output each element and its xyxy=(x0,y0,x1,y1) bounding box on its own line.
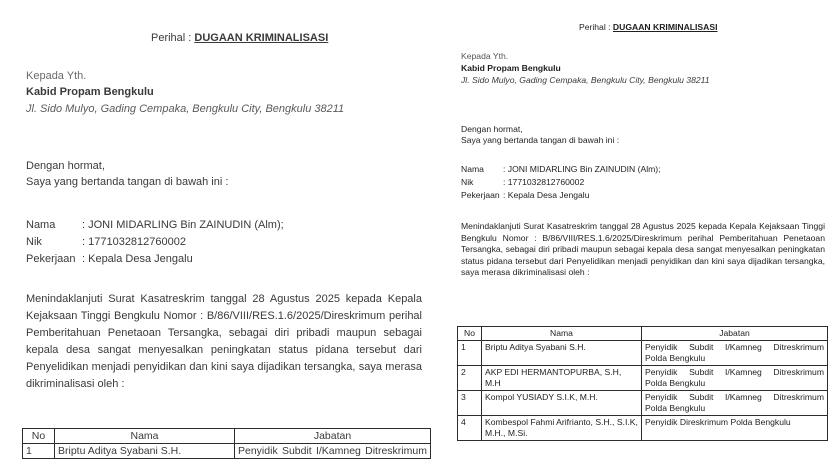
recipient-address: Jl. Sido Mulyo, Gading Cempaka, Bengkulu City, Bengkulu 38211 xyxy=(26,103,345,115)
table-row xyxy=(458,341,828,366)
jabatan-word: Subdit xyxy=(689,342,714,352)
perihal-value: DUGAAN KRIMINALISASI xyxy=(194,32,329,44)
cell-jabatan xyxy=(235,444,431,459)
cell-no: 4 xyxy=(458,416,482,441)
jabatan-word: Subdit xyxy=(281,445,312,457)
jabatan-word: Penyidik xyxy=(645,392,678,402)
jabatan-word: Penyidik xyxy=(645,367,678,377)
jabatan-word: Ditreskrimum xyxy=(365,445,427,457)
salutation: Dengan hormat, xyxy=(26,160,105,172)
perihal-label: Perihal : xyxy=(151,32,192,44)
kepada-label: Kepada Yth. xyxy=(461,51,509,61)
cell-no: 2 xyxy=(458,366,482,391)
field-label-pekerjaan: Pekerjaan xyxy=(461,190,500,200)
jabatan-word: I/Kamneg xyxy=(315,445,361,457)
jabatan-word: Ditreskrimum xyxy=(773,342,824,352)
field-label-nama: Nama xyxy=(461,164,484,174)
table-header-row xyxy=(23,429,431,444)
right-document-pane xyxy=(443,0,830,466)
jabatan-word: Subdit xyxy=(689,367,714,377)
field-value-nik: : 1771032812760002 xyxy=(82,236,186,248)
cell-nama: Briptu Aditya Syabani S.H. xyxy=(482,341,642,366)
header-nama: Nama xyxy=(482,327,642,341)
intro-text: Saya yang bertanda tangan di bawah ini : xyxy=(461,135,620,145)
field-value-nama: : JONI MIDARLING Bin ZAINUDIN (Alm); xyxy=(503,164,661,174)
header-jabatan: Jabatan xyxy=(642,327,828,341)
cell-nama: Kombespol Fahmi Arifrianto, S.H., S.I.K, M.H., M.Si. xyxy=(482,416,642,441)
header-jabatan: Jabatan xyxy=(235,429,431,444)
field-value-nik: : 1771032812760002 xyxy=(503,177,585,187)
cell-no: 3 xyxy=(458,391,482,416)
jabatan-line2: Polda Bengkulu xyxy=(645,378,706,388)
perihal-label: Perihal : xyxy=(579,22,611,32)
perihal-line xyxy=(151,32,328,44)
jabatan-word: I/Kamneg xyxy=(725,367,762,377)
jabatan-word: Ditreskrimum xyxy=(773,367,824,377)
field-value-nama: : JONI MIDARLING Bin ZAINUDIN (Alm); xyxy=(82,219,284,231)
recipient-address: Jl. Sido Mulyo, Gading Cempaka, Bengkulu City, Bengkulu 38211 xyxy=(461,75,710,85)
field-label-nik: Nik xyxy=(461,177,474,187)
cell-nama: Briptu Aditya Syabani S.H. xyxy=(55,444,235,459)
cell-no: 1 xyxy=(23,444,55,459)
field-value-pekerjaan: : Kepala Desa Jengalu xyxy=(82,253,193,265)
cell-jabatan xyxy=(642,391,828,416)
perihal-line xyxy=(579,22,717,32)
jabatan-word: Penyidik xyxy=(645,342,678,352)
field-value-pekerjaan: : Kepala Desa Jengalu xyxy=(503,190,590,200)
suspects-table xyxy=(457,326,828,441)
body-paragraph: Menindaklanjuti Surat Kasatreskrim tanggal 28 Agustus 2025 kepada Kepala Kejaksaan Tinggi Bengkulu Nomor : B/86/VIII/RES.1.6/2025/Direskrimum perihal Pemberitahuan Penetaoan Tersangka, sebagai diri pribadi maupun sebagai kepala desa sangat menyesalkan peningkatan status pidana tersebut dari Penyelidikan menjadi penyidikan dan kini saya dijadikan tersangka, saya merasa dikriminalisasi oleh : xyxy=(26,293,422,390)
body-paragraph: Menindaklanjuti Surat Kasatreskrim tanggal 28 Agustus 2025 kepada Kepala Kejaksaan Tinggi Bengkulu Nomor : B/86/VIII/RES.1.6/2025/Direskrimum perihal Pemberitahuan Penetaoan Tersangka, sebagai diri pribadi maupun sebagai kepala desa sangat menyesalkan peningkatan status pidana tersebut dari Penyelidikan menjadi penyidikan dan kini saya dijadikan tersangka, saya merasa dikriminalisasi oleh : xyxy=(461,221,825,278)
jabatan-word: I/Kamneg xyxy=(725,392,762,402)
cell-nama: Kompol YUSIADY S.I.K, M.H. xyxy=(482,391,642,416)
jabatan-line2: Polda Bengkulu xyxy=(645,353,706,363)
field-label-nama: Nama xyxy=(26,219,56,231)
kepada-label: Kepada Yth. xyxy=(26,70,87,82)
jabatan-word: I/Kamneg xyxy=(725,342,762,352)
field-label-nik: Nik xyxy=(26,236,42,248)
jabatan-word: Subdit xyxy=(689,392,714,402)
jabatan-word: Ditreskrimum xyxy=(773,392,824,402)
cell-jabatan xyxy=(642,366,828,391)
header-no: No xyxy=(458,327,482,341)
suspects-table xyxy=(22,428,431,459)
jabatan-word: Penyidik xyxy=(238,445,278,457)
table-row xyxy=(458,391,828,416)
cell-no: 1 xyxy=(458,341,482,366)
header-nama: Nama xyxy=(55,429,235,444)
intro-text: Saya yang bertanda tangan di bawah ini : xyxy=(26,176,229,188)
table-row xyxy=(458,416,828,441)
pane-divider xyxy=(435,0,443,466)
header-no: No xyxy=(23,429,55,444)
table-header-row xyxy=(458,327,828,341)
jabatan-line2: Polda Bengkulu xyxy=(645,403,706,413)
recipient-name: Kabid Propam Bengkulu xyxy=(26,86,154,98)
table-row xyxy=(23,444,431,459)
cell-jabatan: Penyidik Direskrimum Polda Bengkulu xyxy=(642,416,828,441)
perihal-value: DUGAAN KRIMINALISASI xyxy=(612,22,718,32)
cell-jabatan xyxy=(642,341,828,366)
table-row xyxy=(458,366,828,391)
salutation: Dengan hormat, xyxy=(461,124,523,134)
recipient-name: Kabid Propam Bengkulu xyxy=(461,63,561,73)
field-label-pekerjaan: Pekerjaan xyxy=(26,253,76,265)
cell-nama: AKP EDI HERMANTOPURBA, S.H, M.H xyxy=(482,366,642,391)
